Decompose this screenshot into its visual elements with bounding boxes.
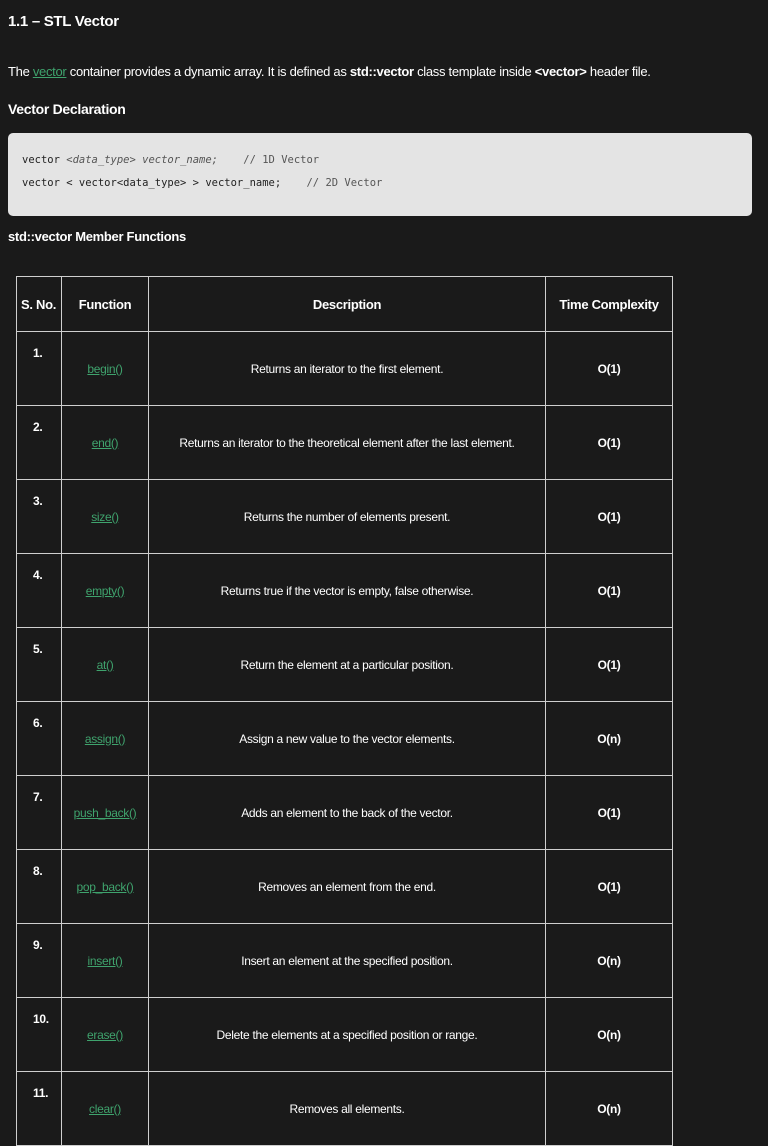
row-sno: 1. — [17, 332, 62, 406]
intro-middle2: class template inside — [413, 64, 535, 79]
code-line-2d — [22, 177, 752, 200]
row-complexity: O(1) — [546, 332, 673, 406]
row-function-cell — [62, 776, 149, 850]
row-function-cell — [62, 924, 149, 998]
row-sno: 11. — [17, 1072, 62, 1146]
table-row — [17, 1072, 673, 1146]
row-sno: 2. — [17, 406, 62, 480]
row-function-cell — [62, 628, 149, 702]
intro-suffix: header file. — [586, 64, 651, 79]
function-link[interactable]: insert() — [87, 953, 123, 968]
row-complexity: O(1) — [546, 776, 673, 850]
code-line-1d — [22, 154, 752, 177]
row-description: Removes an element from the end. — [149, 850, 546, 924]
table-row — [17, 702, 673, 776]
function-link[interactable]: at() — [96, 657, 114, 672]
header-description: Description — [149, 277, 546, 332]
row-sno: 10. — [17, 998, 62, 1072]
intro-header-name: <vector> — [534, 64, 587, 79]
row-complexity: O(1) — [546, 406, 673, 480]
row-description: Assign a new value to the vector elements. — [149, 702, 546, 776]
row-function-cell — [62, 480, 149, 554]
function-link[interactable]: pop_back() — [76, 879, 134, 894]
code-line-2d-code: vector < vector<data_type> > vector_name; — [22, 177, 282, 189]
table-row — [17, 554, 673, 628]
code-line-1d-keyword: vector — [22, 154, 67, 166]
table-row — [17, 998, 673, 1072]
header-sno: S. No. — [17, 277, 62, 332]
member-functions-table — [16, 276, 673, 1146]
members-heading: std::vector Member Functions — [8, 229, 186, 244]
row-sno: 4. — [17, 554, 62, 628]
row-sno: 8. — [17, 850, 62, 924]
row-function-cell — [62, 998, 149, 1072]
intro-prefix: The — [8, 64, 33, 79]
row-description: Returns an iterator to the first element. — [149, 332, 546, 406]
row-complexity: O(n) — [546, 1072, 673, 1146]
row-description: Returns true if the vector is empty, false otherwise. — [149, 554, 546, 628]
row-complexity: O(1) — [546, 850, 673, 924]
row-description: Returns an iterator to the theoretical element after the last element. — [149, 406, 546, 480]
header-function: Function — [62, 277, 149, 332]
row-description: Removes all elements. — [149, 1072, 546, 1146]
row-sno: 6. — [17, 702, 62, 776]
table-row — [17, 332, 673, 406]
row-function-cell — [62, 702, 149, 776]
function-link[interactable]: size() — [91, 509, 119, 524]
function-link[interactable]: begin() — [87, 361, 123, 376]
table-header-row — [17, 277, 673, 332]
row-description: Returns the number of elements present. — [149, 480, 546, 554]
row-sno: 7. — [17, 776, 62, 850]
code-line-1d-comment: // 1D Vector — [217, 154, 320, 166]
row-sno: 3. — [17, 480, 62, 554]
table-row — [17, 480, 673, 554]
code-line-2d-comment: // 2D Vector — [281, 177, 383, 189]
table-row — [17, 776, 673, 850]
table-row — [17, 924, 673, 998]
row-function-cell — [62, 554, 149, 628]
row-complexity: O(n) — [546, 702, 673, 776]
vector-link[interactable]: vector — [32, 64, 67, 79]
page-title: 1.1 – STL Vector — [8, 13, 119, 30]
table-row — [17, 406, 673, 480]
function-link[interactable]: assign() — [84, 731, 126, 746]
row-complexity: O(1) — [546, 480, 673, 554]
row-function-cell — [62, 332, 149, 406]
intro-class-name: std::vector — [349, 64, 414, 79]
row-sno: 5. — [17, 628, 62, 702]
row-sno: 9. — [17, 924, 62, 998]
row-description: Insert an element at the specified position. — [149, 924, 546, 998]
intro-paragraph — [8, 64, 651, 79]
code-block — [8, 133, 752, 216]
code-line-1d-type: <data_type> vector_name; — [66, 154, 218, 166]
table-row — [17, 850, 673, 924]
row-description: Delete the elements at a specified position or range. — [149, 998, 546, 1072]
row-complexity: O(n) — [546, 924, 673, 998]
row-function-cell — [62, 850, 149, 924]
declaration-heading: Vector Declaration — [8, 101, 126, 117]
row-complexity: O(1) — [546, 554, 673, 628]
table-row — [17, 628, 673, 702]
function-link[interactable]: empty() — [85, 583, 125, 598]
header-complexity: Time Complexity — [546, 277, 673, 332]
function-link[interactable]: clear() — [89, 1101, 121, 1116]
row-complexity: O(1) — [546, 628, 673, 702]
row-function-cell — [62, 1072, 149, 1146]
function-link[interactable]: erase() — [87, 1027, 123, 1042]
row-description: Adds an element to the back of the vector. — [149, 776, 546, 850]
intro-middle: container provides a dynamic array. It is defined as — [66, 64, 350, 79]
function-link[interactable]: push_back() — [73, 805, 137, 820]
row-function-cell — [62, 406, 149, 480]
row-complexity: O(n) — [546, 998, 673, 1072]
function-link[interactable]: end() — [91, 435, 119, 450]
row-description: Return the element at a particular position. — [149, 628, 546, 702]
